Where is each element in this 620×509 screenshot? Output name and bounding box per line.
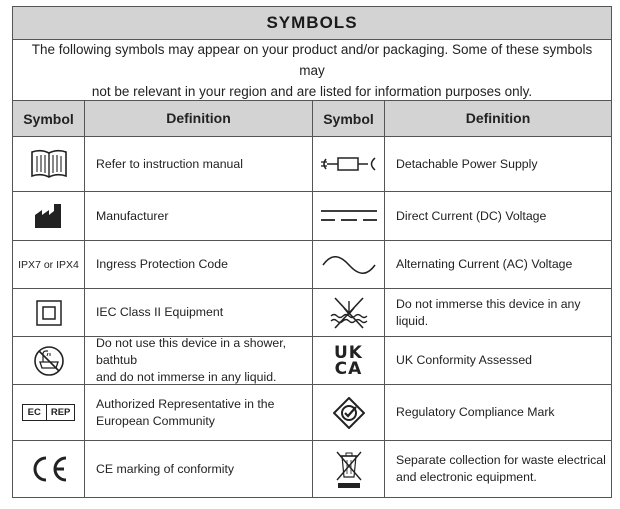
definition-cell: Regulatory Compliance Mark [396,405,555,419]
definition-cell: Alternating Current (AC) Voltage [396,257,573,271]
rep-label: REP [50,407,71,418]
class-ii-equipment-icon [36,300,62,326]
intro-text [13,40,611,101]
instruction-manual-icon [29,147,69,181]
definition-cell: Detachable Power Supply [396,156,538,171]
detachable-power-supply-icon [320,156,378,172]
definition-line-2: and electronic equipment. [396,470,537,484]
ec-rep-mark-icon [22,404,76,421]
definition-cell: Do not immerse this device in any liquid. [396,296,581,328]
definition-cell [85,337,313,384]
definition-cell [385,441,611,497]
ukca-line-2: CA [334,358,363,379]
ukca-line-1: UK [334,342,363,363]
table-row [13,241,611,289]
ec-label: EC [23,405,47,420]
direct-current-icon [320,208,378,224]
regulatory-compliance-mark-icon [333,397,365,429]
weee-bin-icon [334,449,364,489]
intro-line-1: The following symbols may appear on your product and/or packaging. Some of these symbols may [31,41,593,78]
do-not-immerse-icon [327,295,371,331]
definition-line-2: European Community [96,413,215,428]
ukca-mark-icon [334,342,363,379]
table-row [13,289,611,337]
table-row [13,337,611,385]
table-row [13,385,611,441]
header-row [13,101,611,137]
symbols-table [12,6,612,498]
table-row [13,137,611,192]
definition-cell: Ingress Protection Code [85,241,313,288]
manufacturer-icon [34,203,64,229]
definition-cell [85,385,313,440]
header-definition-left: Definition [85,101,313,136]
no-bath-shower-icon [33,345,65,377]
definition-cell: Manufacturer [85,192,313,240]
ce-mark-icon [29,455,69,483]
intro-line-2: not be relevant in your region and are listed for information purposes only. [91,83,533,99]
definition-line-1: Authorized Representative in the [96,396,275,411]
definition-cell: Direct Current (DC) Voltage [396,208,547,223]
definition-cell: IEC Class II Equipment [85,289,313,336]
table-row [13,192,611,241]
definition-cell: Refer to instruction manual [85,137,313,191]
definition-line-1: Do not use this device in a shower, bathtub [96,336,287,367]
definition-cell: CE marking of conformity [85,441,313,497]
table-title: SYMBOLS [13,7,611,40]
header-definition-right: Definition [465,110,531,126]
alternating-current-icon [321,256,377,274]
table-row [13,441,611,497]
header-symbol-right: Symbol [313,101,385,136]
definition-line-2: and do not immerse in any liquid. [96,370,277,384]
definition-cell: UK Conformity Assessed [396,353,532,367]
ip-code-text: IPX7 or IPX4 [18,258,79,271]
definition-line-1: Separate collection for waste electrical [396,453,606,467]
header-symbol-left: Symbol [13,101,85,136]
